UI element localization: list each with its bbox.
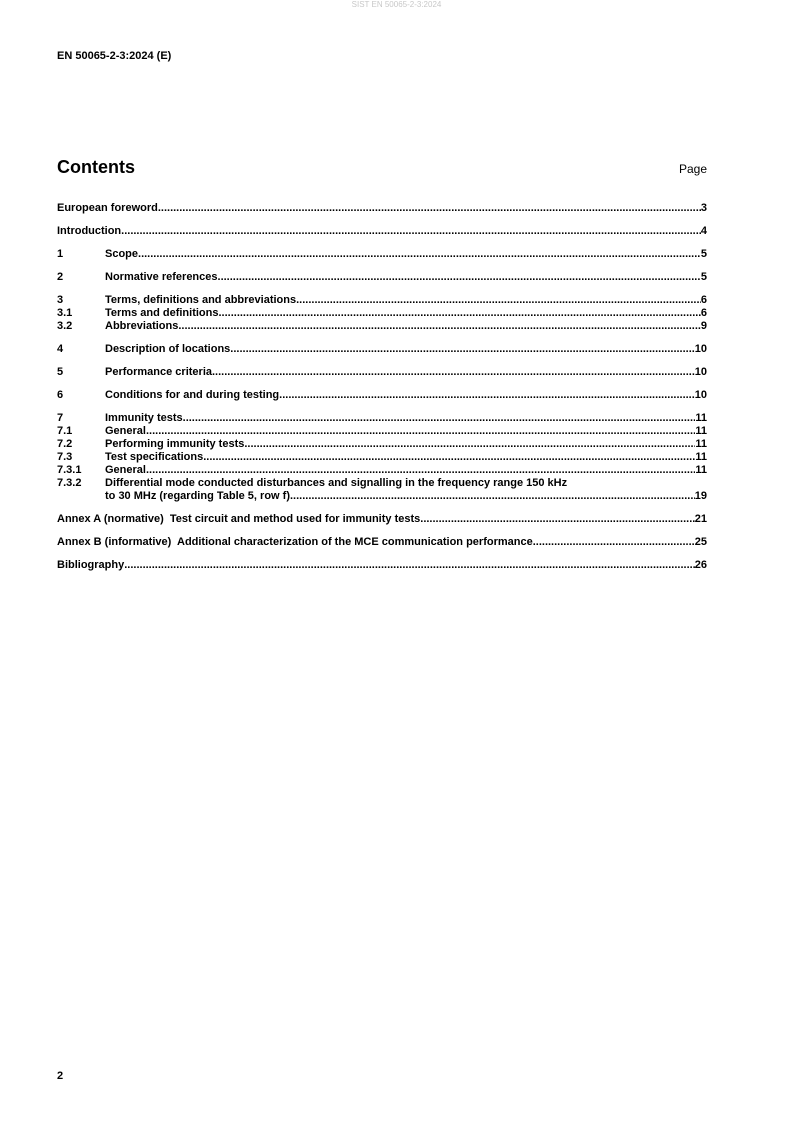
dot-leader xyxy=(230,343,694,356)
toc-entry-page: 6 xyxy=(700,307,707,319)
dot-leader xyxy=(218,307,700,320)
toc-entry-number: 7.2 xyxy=(57,438,73,450)
toc-entry-title: Annex B (informative) Additional characterization of the MCE communication performance xyxy=(57,536,533,548)
toc-entry-page: 19 xyxy=(694,490,707,502)
toc-entry-page: 5 xyxy=(700,271,707,283)
toc-entry-page: 11 xyxy=(695,412,707,424)
toc-entry-page: 26 xyxy=(694,559,707,571)
toc-entry-title: Normative references xyxy=(105,271,218,283)
dot-leader xyxy=(178,320,701,333)
dot-leader xyxy=(183,412,696,425)
document-id: EN 50065-2-3:2024 (E) xyxy=(57,50,172,62)
toc-entry-number: 3.2 xyxy=(57,320,73,332)
toc-entry-title: General xyxy=(105,425,146,437)
toc-entry-number: 5 xyxy=(57,366,64,378)
toc-entry-title: Abbreviations xyxy=(105,320,179,332)
toc-entry-page: 11 xyxy=(695,451,707,463)
toc-entry-page: 11 xyxy=(695,438,707,450)
dot-leader xyxy=(244,438,695,451)
dot-leader xyxy=(420,513,694,526)
dot-leader xyxy=(290,490,695,503)
toc-entry-number: 7.1 xyxy=(57,425,73,437)
toc-entry-number: 4 xyxy=(57,343,64,355)
table-of-contents xyxy=(57,202,707,572)
toc-entry-number: 1 xyxy=(57,248,64,260)
toc-entry-title: European foreword xyxy=(57,202,158,214)
toc-entry-page: 9 xyxy=(700,320,707,332)
dot-leader xyxy=(158,202,701,215)
toc-entry-title: Performing immunity tests xyxy=(105,438,245,450)
toc-entry-performing-immunity-tests[interactable] xyxy=(57,438,707,451)
toc-entry-number: 7.3.1 xyxy=(57,464,82,476)
toc-entry-number: 7.3.2 xyxy=(57,477,82,489)
toc-entry-page: 25 xyxy=(694,536,707,548)
toc-entry-title: Immunity tests xyxy=(105,412,183,424)
toc-entry-title: General xyxy=(105,464,146,476)
toc-entry-title: Differential mode conducted disturbances and signalling in the frequency range 150 kHz xyxy=(105,477,568,489)
toc-entry-immunity-tests[interactable] xyxy=(57,412,707,425)
toc-entry-title-continuation: to 30 MHz (regarding Table 5, row f) xyxy=(105,490,290,502)
toc-entry-number: 2 xyxy=(57,271,64,283)
toc-entry-differential-mode-disturbances[interactable] xyxy=(57,477,707,503)
toc-entry-number: 3.1 xyxy=(57,307,73,319)
toc-entry-title: Conditions for and during testing xyxy=(105,389,280,401)
toc-entry-normative-references[interactable] xyxy=(57,271,707,284)
toc-entry-description-of-locations[interactable] xyxy=(57,343,707,356)
contents-title: Contents xyxy=(57,157,135,177)
toc-entry-page: 6 xyxy=(700,294,707,306)
dot-leader xyxy=(203,451,695,464)
watermark: SIST EN 50065-2-3:2024 xyxy=(351,0,442,9)
toc-entry-terms-and-definitions[interactable] xyxy=(57,307,707,320)
toc-entry-page: 10 xyxy=(694,389,707,401)
toc-entry-page: 3 xyxy=(700,202,707,214)
toc-entry-annex-b[interactable] xyxy=(57,536,707,549)
toc-entry-conditions-for-testing[interactable] xyxy=(57,389,707,402)
toc-entry-annex-a[interactable] xyxy=(57,513,707,526)
page-column-label: Page xyxy=(678,162,707,176)
dot-leader xyxy=(138,248,701,261)
toc-entry-title: Terms and definitions xyxy=(105,307,219,319)
toc-entry-title: Scope xyxy=(105,248,139,260)
toc-entry-title: Annex A (normative) Test circuit and method used for immunity tests xyxy=(57,513,421,525)
toc-entry-scope[interactable] xyxy=(57,248,707,261)
dot-leader xyxy=(279,389,695,402)
toc-entry-title: Description of locations xyxy=(105,343,231,355)
toc-entry-number: 7.3 xyxy=(57,451,73,463)
toc-entry-bibliography[interactable] xyxy=(57,559,707,572)
dot-leader xyxy=(146,464,695,477)
dot-leader xyxy=(218,271,701,284)
toc-entry-european-foreword[interactable] xyxy=(57,202,707,215)
toc-entry-test-specifications[interactable] xyxy=(57,451,707,464)
toc-entry-page: 4 xyxy=(700,225,707,237)
toc-entry-page: 10 xyxy=(694,343,707,355)
dot-leader xyxy=(146,425,695,438)
toc-entry-page: 5 xyxy=(700,248,707,260)
toc-entry-number: 7 xyxy=(57,412,64,424)
toc-entry-title: Bibliography xyxy=(57,559,125,571)
dot-leader xyxy=(212,366,695,379)
dot-leader xyxy=(296,294,701,307)
toc-entry-general[interactable] xyxy=(57,425,707,438)
toc-entry-abbreviations[interactable] xyxy=(57,320,707,333)
dot-leader xyxy=(121,225,701,238)
toc-entry-page: 11 xyxy=(695,464,707,476)
dot-leader xyxy=(533,536,695,549)
toc-entry-introduction[interactable] xyxy=(57,225,707,238)
toc-entry-page: 11 xyxy=(695,425,707,437)
toc-entry-number: 6 xyxy=(57,389,64,401)
toc-entry-title: Performance criteria xyxy=(105,366,212,378)
toc-entry-title: Introduction xyxy=(57,225,122,237)
toc-entry-title: Test specifications xyxy=(105,451,204,463)
toc-entry-page: 10 xyxy=(694,366,707,378)
toc-entry-terms-definitions-abbreviations[interactable] xyxy=(57,294,707,307)
contents-heading xyxy=(57,157,707,178)
toc-entry-test-specifications-general[interactable] xyxy=(57,464,707,477)
toc-entry-performance-criteria[interactable] xyxy=(57,366,707,379)
page-number: 2 xyxy=(57,1070,64,1082)
dot-leader xyxy=(124,559,695,572)
toc-entry-title: Terms, definitions and abbreviations xyxy=(105,294,297,306)
toc-entry-number: 3 xyxy=(57,294,64,306)
toc-entry-page: 21 xyxy=(694,513,707,525)
